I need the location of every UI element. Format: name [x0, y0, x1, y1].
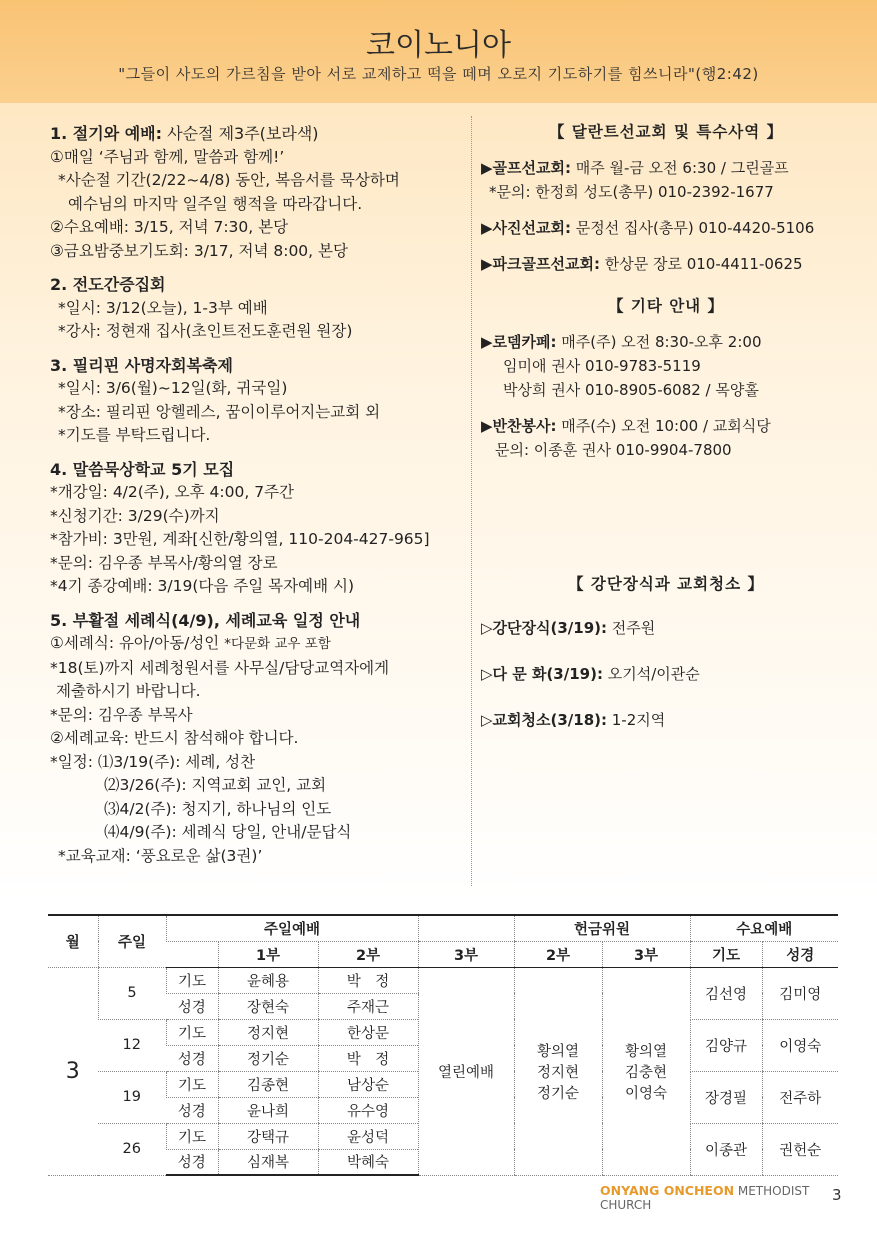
offering-2bu-cell: 황의열 정지현 정기순: [514, 967, 602, 1175]
text-line: *사순절 기간(2/22~4/8) 동안, 복음서를 묵상하며: [58, 171, 400, 189]
text-line: ①세례식: 유아/아동/성인 *다문화 교우 포함: [50, 634, 331, 652]
park-golf-ministry: ▶파크골프선교회: 한상문 장로 010-4411-0625: [481, 255, 803, 273]
table-row: 성경 심재복 박혜숙: [48, 1149, 838, 1175]
header-3bu: 3부: [418, 941, 514, 967]
side-dish-volunteer: ▶반찬봉사: 매주(수) 오전 10:00 / 교회식당 문의: 이종훈 권사 010-9904-7800: [481, 417, 771, 459]
tea-service: ▷다 문 화(3/19): 오기석/이관순: [481, 665, 700, 683]
text-line: *18(토)까지 세례청원서를 사무실/담당교역자에게: [50, 658, 390, 677]
text-line: *개강일: 4/2(주), 오후 4:00, 7주간: [50, 483, 295, 501]
photo-ministry: ▶사진선교회: 문정선 집사(총무) 010-4420-5106: [481, 219, 815, 237]
text-line: *일정: ⑴3/19(주): 세례, 성찬: [50, 752, 256, 771]
text-line: ①매일 ‘주님과 함께, 말씀과 함께!’: [50, 147, 285, 166]
third-service-cell: 열린예배: [418, 967, 514, 1175]
table-row: 성경 윤나희 유수영: [48, 1097, 838, 1123]
text-line: *일시: 3/6(월)~12일(화, 귀국일): [58, 379, 288, 397]
section-philippines: [50, 354, 470, 448]
header-offering-3bu: 3부: [602, 941, 690, 967]
church-name-footer: ONYANG ONCHEON METHODIST CHURCH: [600, 1183, 810, 1212]
text-line: ⑷4/9(주): 세례식 당일, 안내/문답식: [104, 823, 352, 841]
section-meditation-school: [50, 458, 470, 599]
text-line: ③금요밤중보기도회: 3/17, 저녁 8:00, 본당: [50, 241, 348, 260]
header-week: 주일: [98, 915, 166, 967]
table-row: 26 기도 강택규 윤성덕 이종관 권헌순: [48, 1123, 838, 1149]
text-line: ②수요예배: 3/15, 저녁 7:30, 본당: [50, 218, 289, 236]
header-scripture: 성경: [762, 941, 838, 967]
text-line: *4기 종강예배: 3/19(다음 주일 목자예배 시): [50, 577, 354, 595]
section-worship: [50, 122, 470, 263]
header-month: 월: [48, 915, 98, 967]
section-evangelism: [50, 273, 470, 344]
announcements-column: [50, 122, 470, 878]
section-heading: 1. 절기와 예배: 사순절 제3주(보라색): [50, 124, 319, 143]
section-heading: 【 기타 안내 】: [607, 297, 725, 315]
offering-3bu-cell: 황의열 김충현 이영숙: [602, 967, 690, 1175]
text-line: ⑵3/26(주): 지역교회 교인, 교회: [104, 776, 327, 794]
text-line: *장소: 필리핀 앙헬레스, 꿈이이루어지는교회 외: [58, 402, 381, 421]
text-line: *신청기간: 3/29(수)까지: [50, 506, 220, 525]
text-line: *문의: 김우종 부목사/황의열 장로: [50, 553, 278, 572]
bible-verse: "그들이 사도의 가르침을 받아 서로 교제하고 떡을 떼며 오로지 기도하기를 힘쓰니라"(행2:42): [118, 65, 759, 83]
ministry-column: [481, 120, 851, 744]
section-heading: 4. 말씀묵상학교 5기 모집: [50, 459, 235, 479]
page-title: 코이노니아: [366, 28, 511, 63]
column-divider: [471, 116, 472, 886]
month-cell: 3: [48, 967, 98, 1175]
header-wednesday: 수요예배: [690, 915, 838, 941]
text-line: *강사: 정현재 집사(초인트전도훈련원 원장): [58, 322, 353, 340]
table-row: 성경 정기순 박 정: [48, 1045, 838, 1071]
section-heading: 3. 필리핀 사명자회복축제: [50, 355, 233, 375]
service-schedule-table: [48, 914, 838, 1176]
text-line: 제출하시기 바랍니다.: [56, 682, 201, 700]
text-line: *기도를 부탁드립니다.: [58, 426, 211, 444]
page-number: 3: [832, 1186, 842, 1204]
header-sunday: 주일예배: [166, 915, 418, 941]
header-offering: 헌금위원: [514, 915, 690, 941]
text-line: *교육교재: ‘풍요로운 삶(3권)’: [58, 846, 263, 865]
header-offering-2bu: 2부: [514, 941, 602, 967]
text-line: *문의: 김우종 부목사: [50, 705, 193, 724]
golf-ministry: ▶골프선교회: 매주 월-금 오전 6:30 / 그린골프 *문의: 한정희 성도(총무) 010-2392-1677: [481, 159, 789, 201]
section-baptism: [50, 609, 470, 869]
section-heading: 【 달란트선교회 및 특수사역 】: [548, 123, 784, 141]
table-row: 12 기도 정지현 한상문 김양규 이영숙: [48, 1019, 838, 1045]
text-line: 예수님의 마지막 일주일 행적을 따라갑니다.: [68, 194, 363, 213]
table-row: 성경 장현숙 주재근: [48, 993, 838, 1019]
text-line: ②세례교육: 반드시 참석해야 합니다.: [50, 729, 299, 747]
header-prayer: 기도: [690, 941, 762, 967]
section-heading: 2. 전도간증집회: [50, 275, 166, 294]
text-line: *일시: 3/12(오늘), 1-3부 예배: [58, 298, 268, 317]
section-heading: 【 강단장식과 교회청소 】: [568, 575, 764, 593]
section-heading: 5. 부활절 세례식(4/9), 세례교육 일정 안내: [50, 610, 361, 630]
altar-decoration: ▷강단장식(3/19): 전주원: [481, 619, 656, 637]
header-1bu: 1부: [218, 941, 318, 967]
table-row: 19 기도 김종현 남상순 장경필 전주하: [48, 1071, 838, 1097]
church-cleaning: ▷교회청소(3/18): 1-2지역: [481, 711, 666, 729]
header-banner: [0, 0, 877, 103]
table-row: 3 5 기도 윤혜용 박 정 열린예배 황의열 정지현 정기순 황의열 김충현 이영숙 김선영 김미영: [48, 967, 838, 993]
cafe-info: ▶로뎀카페: 매주(주) 오전 8:30-오후 2:00 임미애 권사 010-9783-5119 박상희 권사 010-8905-6082 / 목양홀: [481, 333, 762, 399]
header-2bu: 2부: [318, 941, 418, 967]
text-line: ⑶4/2(주): 청지기, 하나님의 인도: [104, 799, 332, 818]
text-line: *참가비: 3만원, 계좌[신한/황의열, 110-204-427-965]: [50, 530, 430, 548]
